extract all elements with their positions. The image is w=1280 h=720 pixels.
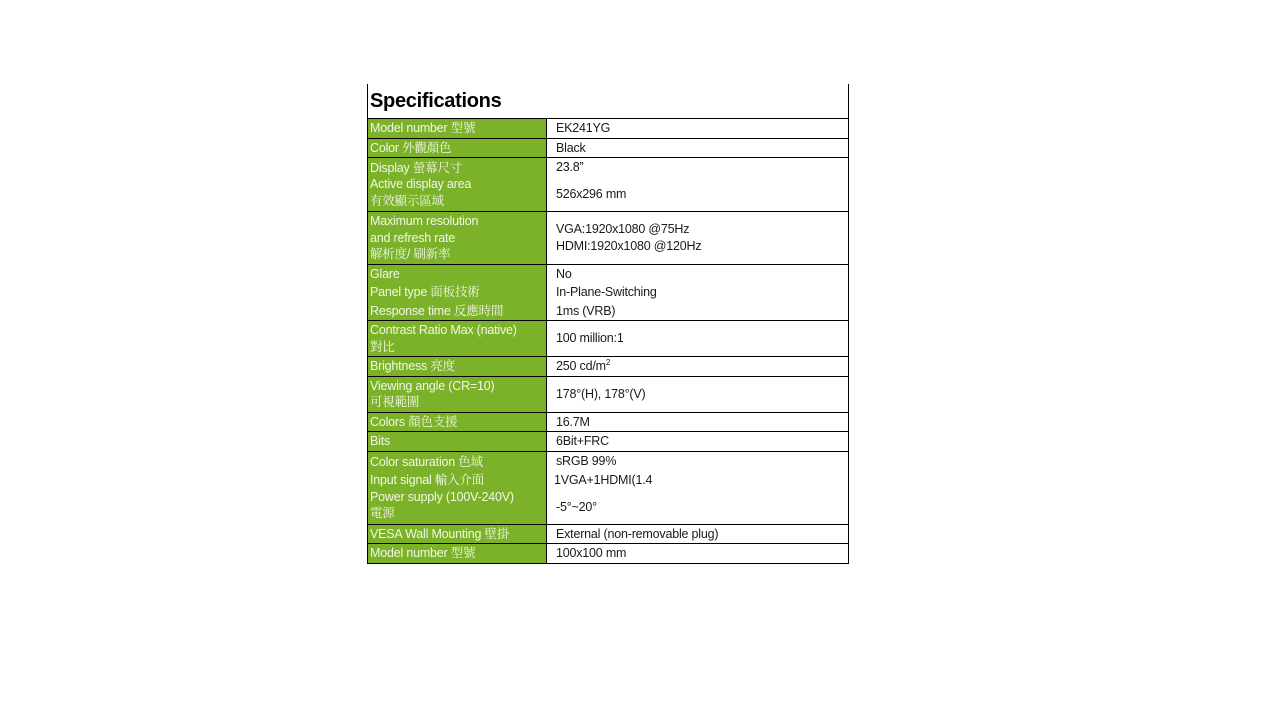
spec-label: Panel type 面板技術: [370, 285, 480, 299]
spec-label-cell: [368, 158, 547, 212]
specifications-table: [367, 84, 849, 564]
spec-label: 電源: [370, 506, 395, 520]
spec-row-max-resolution: [368, 212, 849, 265]
spec-value: External (non-removable plug): [556, 526, 719, 541]
spec-value-cell: [547, 158, 849, 212]
spec-value: No: [556, 266, 572, 281]
table-title: Specifications: [368, 84, 849, 119]
spec-label: and refresh rate: [370, 230, 456, 245]
spec-value: 100 million:1: [556, 331, 624, 346]
spec-value: 526x296 mm: [556, 186, 627, 201]
spec-label: Display 螢幕尺寸: [370, 160, 463, 175]
spec-value: [556, 358, 839, 375]
spec-label: Color 外觀顏色: [370, 140, 452, 155]
brightness-unit-superscript: 2: [605, 357, 611, 367]
spec-value-cell: [547, 451, 849, 524]
spec-label-cell: [368, 212, 547, 265]
spec-value: -5°~20°: [556, 499, 597, 514]
spec-label: Glare: [370, 266, 400, 281]
spec-value: HDMI:1920x1080 @120Hz: [556, 238, 702, 253]
spec-row-color: [368, 138, 849, 158]
spec-label: 可視範圍: [370, 395, 420, 409]
spec-label-cell: [368, 357, 547, 377]
spec-label-cell: [368, 524, 547, 544]
spec-label: Model number 型號: [370, 546, 476, 560]
spec-value-cell: [547, 524, 849, 544]
spec-label-cell: [368, 138, 547, 158]
spec-label: Response time 反應時間: [370, 303, 504, 318]
spec-row-bits: [368, 432, 849, 452]
spec-label: Brightness 亮度: [370, 359, 455, 373]
spec-label-cell: [368, 264, 547, 321]
spec-label: Model number 型號: [370, 121, 476, 135]
spec-label: Active display area: [370, 177, 472, 192]
spec-label: Maximum resolution: [370, 214, 479, 228]
brightness-value: 250 cd/m: [556, 359, 606, 373]
spec-label-cell: [368, 432, 547, 452]
spec-label: Color saturation 色域: [370, 454, 483, 469]
spec-value-cell: [547, 544, 849, 564]
spec-label-cell: [368, 376, 547, 412]
spec-label-cell: [368, 412, 547, 432]
spec-label: Input signal 輸入介面: [370, 473, 485, 487]
spec-label-cell: [368, 544, 547, 564]
spec-value-cell: [547, 264, 849, 321]
spec-value: 178°(H), 178°(V): [556, 386, 646, 401]
spec-value-cell: [547, 138, 849, 158]
spec-label-cell: [368, 119, 547, 139]
spec-row-model-number: [368, 119, 849, 139]
spec-value-cell: [547, 376, 849, 412]
spec-label: Power supply (100V-240V): [370, 489, 514, 504]
spec-value: 100x100 mm: [556, 546, 627, 560]
spec-value: sRGB 99%: [556, 453, 617, 468]
spec-row-viewing-angle: [368, 376, 849, 412]
spec-label: VESA Wall Mounting 壁掛: [370, 526, 510, 541]
spec-label: Colors 顏色支援: [370, 414, 458, 429]
spec-value: 23.8”: [556, 160, 584, 174]
spec-value-cell: [547, 412, 849, 432]
spec-value: 1ms (VRB): [556, 303, 616, 318]
spec-row-vesa: [368, 524, 849, 544]
spec-row-display: [368, 158, 849, 212]
spec-label: Bits: [370, 434, 391, 448]
spec-label-cell: [368, 321, 547, 357]
spec-label: Contrast Ratio Max (native): [370, 323, 517, 337]
spec-label-cell: [368, 451, 547, 524]
spec-value: Black: [556, 140, 586, 155]
spec-label: Viewing angle (CR=10): [370, 378, 495, 393]
spec-label: 有效顯示區域: [370, 193, 444, 208]
spec-value: VGA:1920x1080 @75Hz: [556, 222, 690, 237]
spec-row-glare-panel-response: [368, 264, 849, 321]
title-row: [368, 84, 849, 119]
spec-row-model-number-last: [368, 544, 849, 564]
spec-label: 解析度/ 刷新率: [370, 247, 451, 261]
spec-value: 16.7M: [556, 414, 590, 429]
spec-value-cell: [547, 357, 849, 377]
spec-value: EK241YG: [556, 121, 611, 135]
spec-label: 對比: [370, 339, 395, 354]
spec-row-saturation-input-power: [368, 451, 849, 524]
spec-value-cell: [547, 432, 849, 452]
spec-value: In-Plane-Switching: [556, 285, 657, 299]
spec-value-cell: [547, 212, 849, 265]
spec-value: 6Bit+FRC: [556, 434, 609, 448]
spec-row-brightness: [368, 357, 849, 377]
spec-value-cell: [547, 119, 849, 139]
spec-value-cell: [547, 321, 849, 357]
spec-row-colors: [368, 412, 849, 432]
spec-value: 1VGA+1HDMI(1.4: [554, 473, 653, 487]
spec-row-contrast-ratio: [368, 321, 849, 357]
